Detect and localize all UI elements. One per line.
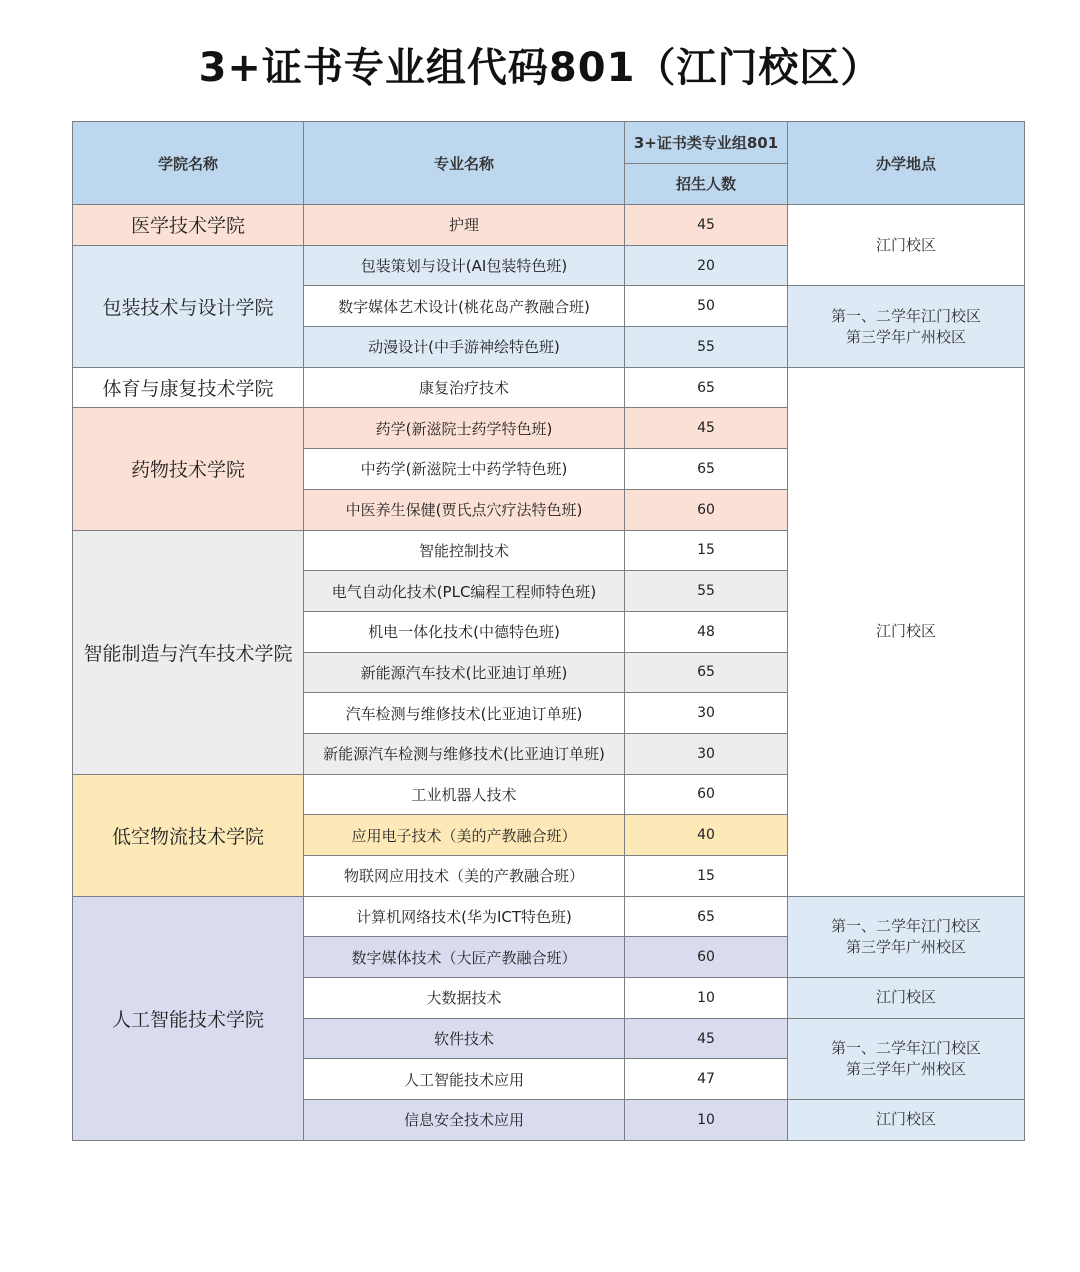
location-line: 第一、二学年江门校区 <box>830 916 981 935</box>
location-line: 第三学年广州校区 <box>845 327 966 346</box>
count-cell: 55 <box>625 327 788 368</box>
major-cell: 数字媒体艺术设计(桃花岛产教融合班) <box>304 286 625 327</box>
header-group: 3+证书类专业组801 <box>625 122 788 164</box>
page-title: 3+证书专业组代码801（江门校区） <box>198 45 882 91</box>
college-cell: 人工智能技术学院 <box>73 896 304 1140</box>
major-cell: 大数据技术 <box>304 978 625 1019</box>
count-cell: 40 <box>625 815 788 856</box>
major-cell: 包装策划与设计(AI包装特色班) <box>304 245 625 286</box>
table-row <box>73 205 1025 246</box>
college-cell: 医学技术学院 <box>73 205 304 246</box>
enrollment-table <box>72 121 1025 1141</box>
count-cell: 65 <box>625 652 788 693</box>
major-cell: 护理 <box>304 205 625 246</box>
table-row <box>73 367 1025 408</box>
location-line: 第一、二学年江门校区 <box>830 306 981 325</box>
count-cell: 60 <box>625 937 788 978</box>
location-cell: 江门校区 <box>788 1100 1025 1141</box>
major-cell: 动漫设计(中手游神绘特色班) <box>304 327 625 368</box>
location-line: 第三学年广州校区 <box>845 1059 966 1078</box>
location-cell: 江门校区 <box>788 367 1025 896</box>
count-cell: 45 <box>625 1018 788 1059</box>
location-cell: 江门校区 <box>788 205 1025 286</box>
major-cell: 电气自动化技术(PLC编程工程师特色班) <box>304 571 625 612</box>
count-cell: 65 <box>625 367 788 408</box>
major-cell: 机电一体化技术(中德特色班) <box>304 611 625 652</box>
major-cell: 数字媒体技术（大匠产教融合班） <box>304 937 625 978</box>
count-cell: 10 <box>625 1100 788 1141</box>
count-cell: 50 <box>625 286 788 327</box>
major-cell: 中药学(新滋院士中药学特色班) <box>304 449 625 490</box>
table-row <box>73 896 1025 937</box>
location-line: 第一、二学年江门校区 <box>830 1038 981 1057</box>
header-location: 办学地点 <box>788 122 1025 205</box>
major-cell: 中医养生保健(贾氏点穴疗法特色班) <box>304 489 625 530</box>
header-enrollment: 招生人数 <box>625 163 788 205</box>
major-cell: 智能控制技术 <box>304 530 625 571</box>
major-cell: 药学(新滋院士药学特色班) <box>304 408 625 449</box>
count-cell: 10 <box>625 978 788 1019</box>
location-cell: 江门校区 <box>788 978 1025 1019</box>
college-cell: 药物技术学院 <box>73 408 304 530</box>
count-cell: 55 <box>625 571 788 612</box>
location-cell <box>788 286 1025 367</box>
major-cell: 软件技术 <box>304 1018 625 1059</box>
count-cell: 30 <box>625 733 788 774</box>
count-cell: 60 <box>625 489 788 530</box>
location-line: 第三学年广州校区 <box>845 937 966 956</box>
major-cell: 康复治疗技术 <box>304 367 625 408</box>
major-cell: 计算机网络技术(华为ICT特色班) <box>304 896 625 937</box>
major-cell: 工业机器人技术 <box>304 774 625 815</box>
count-cell: 45 <box>625 408 788 449</box>
major-cell: 人工智能技术应用 <box>304 1059 625 1100</box>
major-cell: 汽车检测与维修技术(比亚迪订单班) <box>304 693 625 734</box>
major-cell: 应用电子技术（美的产教融合班） <box>304 815 625 856</box>
count-cell: 45 <box>625 205 788 246</box>
header-major: 专业名称 <box>304 122 625 205</box>
count-cell: 60 <box>625 774 788 815</box>
major-cell: 新能源汽车检测与维修技术(比亚迪订单班) <box>304 733 625 774</box>
major-cell: 信息安全技术应用 <box>304 1100 625 1141</box>
count-cell: 15 <box>625 856 788 897</box>
count-cell: 20 <box>625 245 788 286</box>
major-cell: 物联网应用技术（美的产教融合班） <box>304 856 625 897</box>
college-cell: 低空物流技术学院 <box>73 774 304 896</box>
header-college: 学院名称 <box>73 122 304 205</box>
count-cell: 65 <box>625 449 788 490</box>
major-cell: 新能源汽车技术(比亚迪订单班) <box>304 652 625 693</box>
count-cell: 30 <box>625 693 788 734</box>
count-cell: 15 <box>625 530 788 571</box>
college-cell: 包装技术与设计学院 <box>73 245 304 367</box>
count-cell: 47 <box>625 1059 788 1100</box>
college-cell: 体育与康复技术学院 <box>73 367 304 408</box>
college-cell: 智能制造与汽车技术学院 <box>73 530 304 774</box>
enrollment-table-container <box>72 121 1025 1141</box>
location-cell <box>788 896 1025 977</box>
count-cell: 48 <box>625 611 788 652</box>
count-cell: 65 <box>625 896 788 937</box>
location-cell <box>788 1018 1025 1099</box>
